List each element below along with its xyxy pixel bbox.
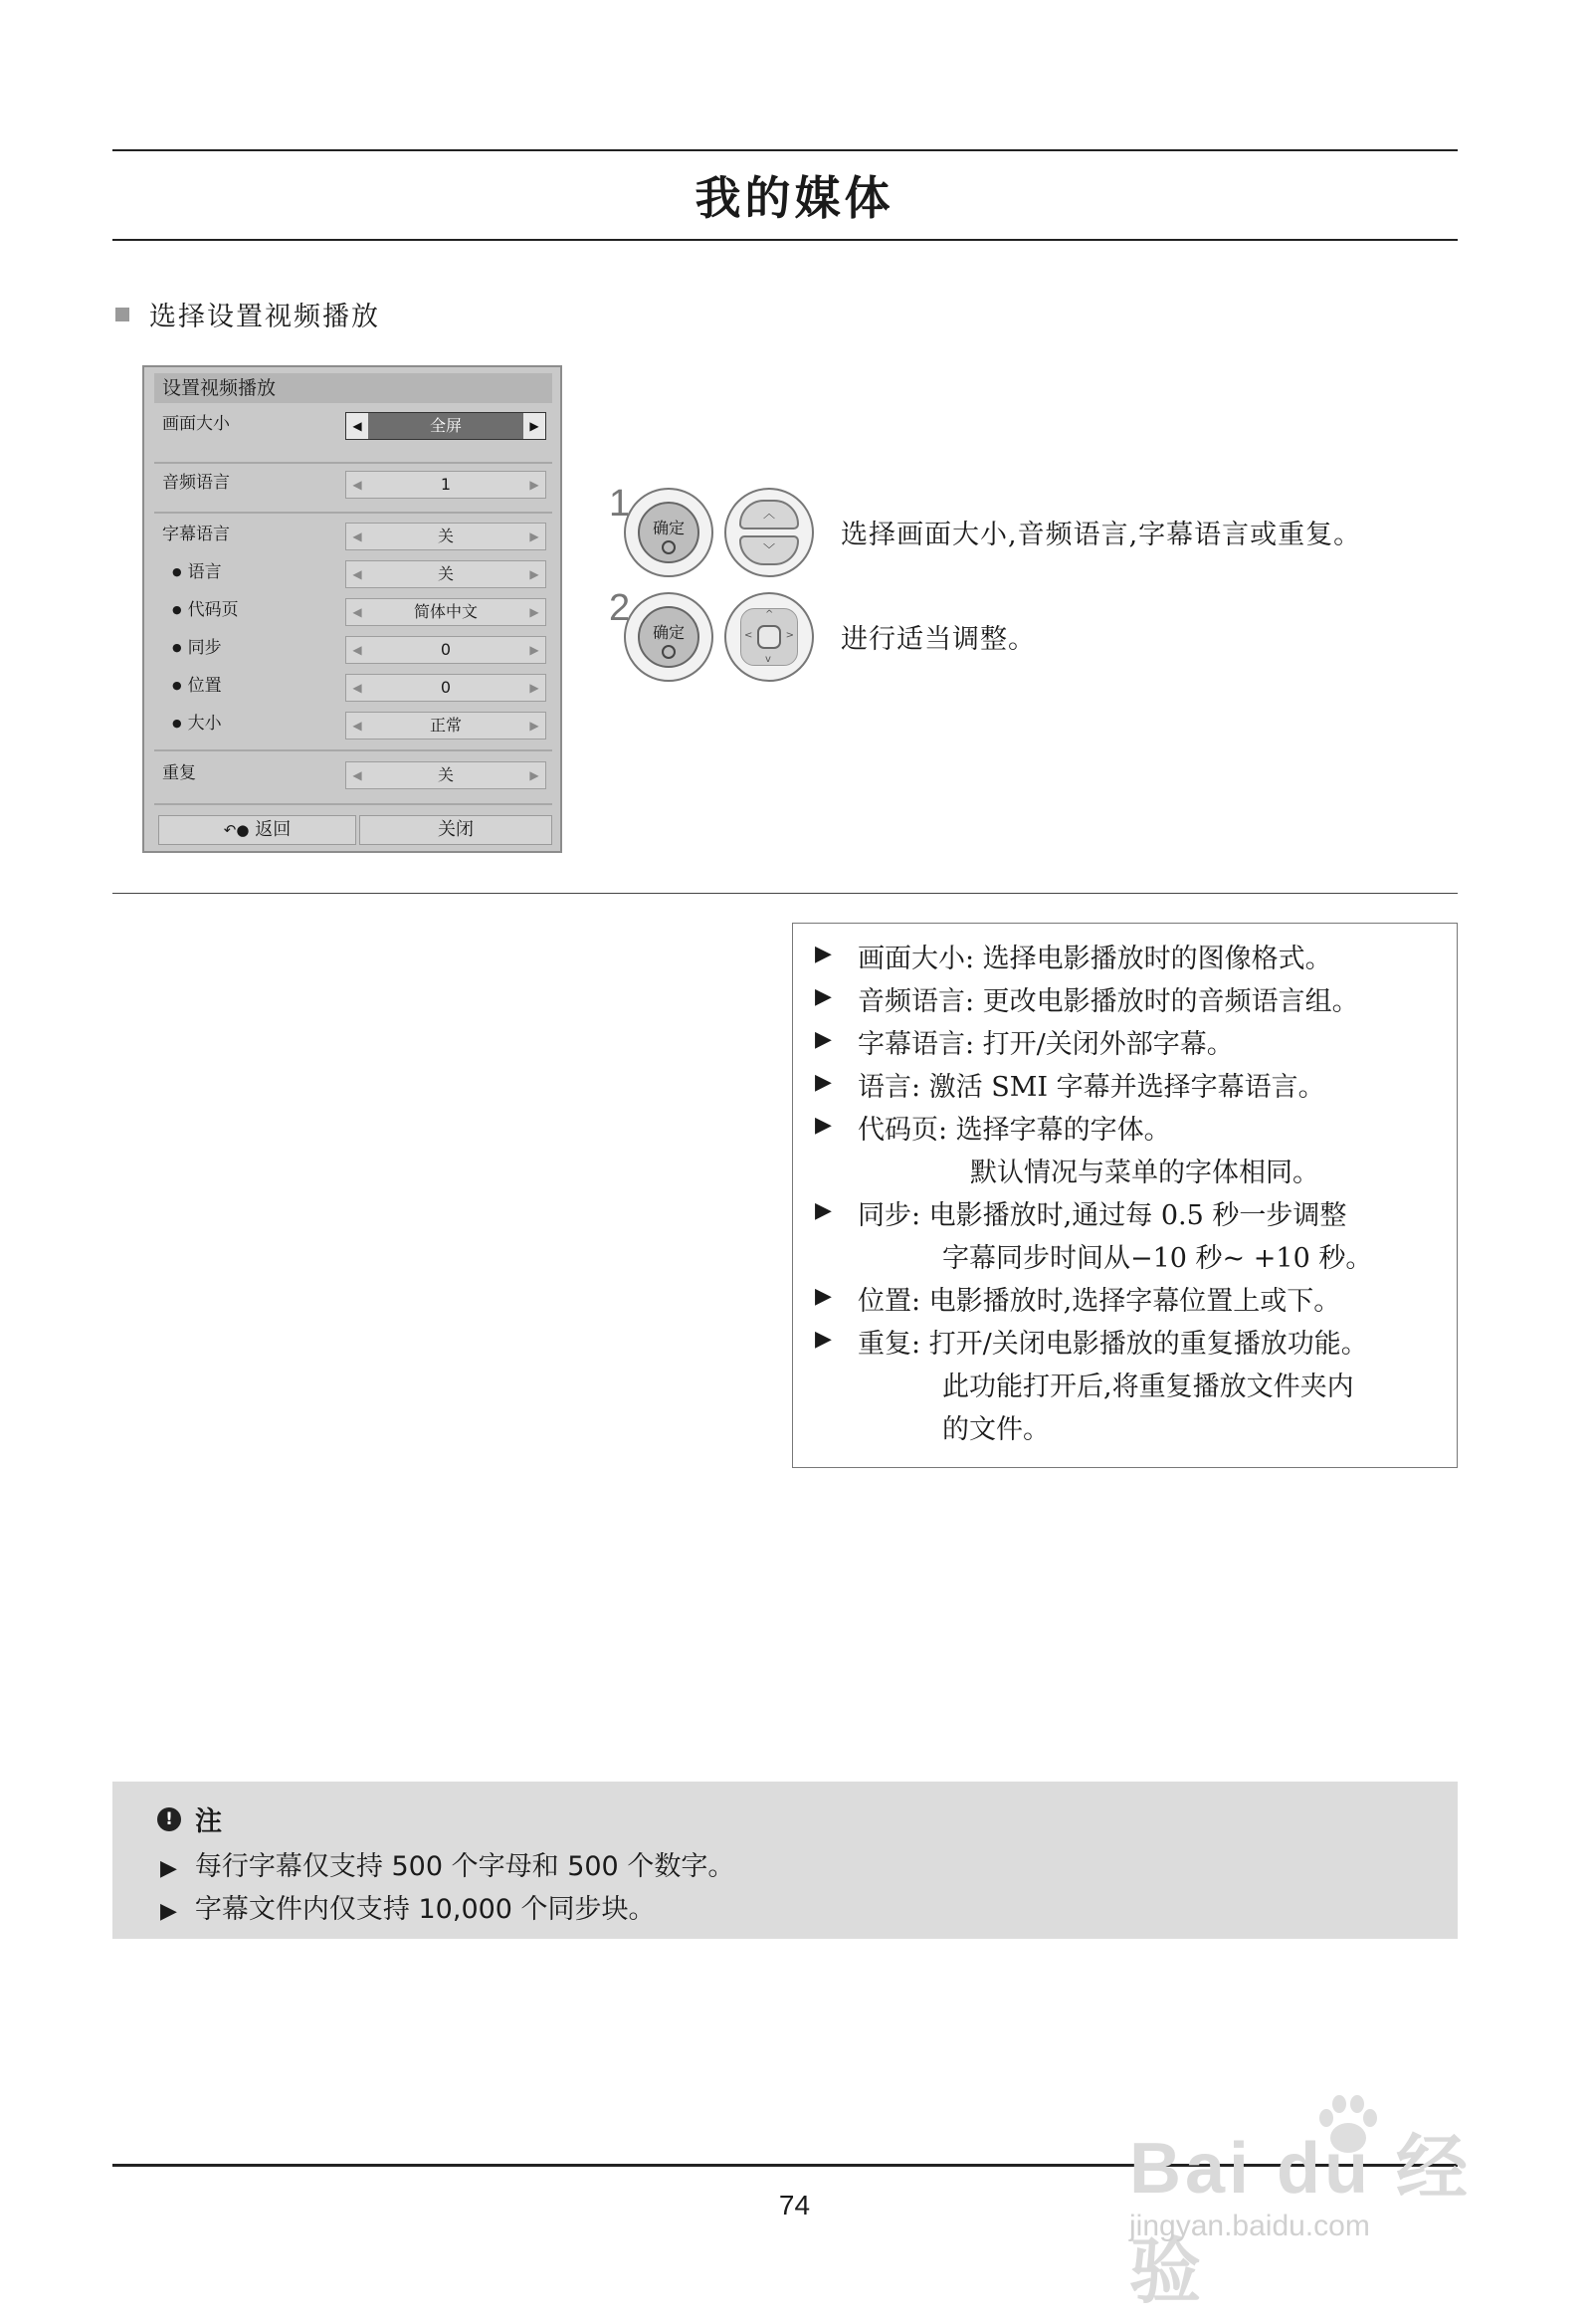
note-line <box>160 1887 656 1926</box>
ok-button-face <box>638 606 699 668</box>
arrow-right-icon[interactable]: ▶ <box>529 529 539 543</box>
menu-row-picture-size[interactable] <box>154 409 552 439</box>
description-line: 语言: 激活 SMI 字幕并选择字幕语言。 <box>858 1072 1325 1103</box>
triangle-bullet-icon: ▶ <box>815 1284 832 1309</box>
selector-value: 关 <box>437 765 454 784</box>
arrow-left-icon[interactable]: ◀ <box>352 605 362 619</box>
direction-pad-face <box>740 608 798 666</box>
up-down-buttons[interactable] <box>724 488 814 577</box>
menu-row-code-page[interactable] <box>154 595 552 625</box>
menu-row-subtitle-language[interactable] <box>154 520 552 549</box>
arrow-right-icon[interactable]: ▶ <box>529 605 539 619</box>
ok-dot-icon <box>662 540 676 554</box>
section-heading <box>115 295 380 333</box>
arrow-right-icon[interactable]: ▶ <box>529 478 539 492</box>
description-line: 字幕语言: 打开/关闭外部字幕。 <box>858 1029 1234 1060</box>
triangle-bullet-icon: ▶ <box>815 1113 832 1138</box>
language-selector[interactable] <box>345 560 546 588</box>
bullet-square-icon <box>115 308 129 321</box>
menu-row-label: ● 同步 <box>172 633 222 663</box>
triangle-bullet-icon: ▶ <box>815 1070 832 1095</box>
ok-button[interactable] <box>624 592 713 682</box>
arrow-left-icon[interactable]: ◀ <box>346 413 368 439</box>
arrow-left-icon[interactable]: ◀ <box>352 643 362 657</box>
triangle-bullet-icon: ▶ <box>160 1899 177 1924</box>
return-icon: ↶● <box>223 821 250 839</box>
description-continuation: 的文件。 <box>942 1414 1050 1445</box>
selector-value: 全屏 <box>368 413 523 439</box>
arrow-left-icon[interactable]: ◀ <box>352 681 362 695</box>
selector-value: 1 <box>440 475 452 494</box>
description-continuation: 此功能打开后,将重复播放文件夹内 <box>942 1372 1354 1402</box>
triangle-bullet-icon: ▶ <box>815 1198 832 1223</box>
title-rule <box>112 239 1458 241</box>
triangle-bullet-icon: ▶ <box>815 984 832 1009</box>
section-heading-text: 选择设置视频播放 <box>149 302 380 332</box>
watermark-brand: Bai du 经验 <box>1129 2129 1473 2312</box>
description-line: 音频语言: 更改电影播放时的音频语言组。 <box>858 986 1359 1017</box>
selector-value: 关 <box>437 564 454 583</box>
position-selector[interactable] <box>345 674 546 702</box>
close-button[interactable]: 关闭 <box>359 815 552 845</box>
note-box <box>112 1782 1458 1939</box>
menu-divider <box>154 749 552 751</box>
triangle-bullet-icon: ▶ <box>815 1327 832 1352</box>
description-line: 画面大小: 选择电影播放时的图像格式。 <box>858 944 1332 974</box>
description-box <box>792 923 1458 1468</box>
arrow-right-icon[interactable]: ▶ <box>529 681 539 695</box>
description-line: 重复: 打开/关闭电影播放的重复播放功能。 <box>858 1329 1368 1360</box>
center-button-icon[interactable] <box>757 625 781 649</box>
section-rule <box>112 893 1458 894</box>
ok-button-face <box>638 502 699 563</box>
menu-row-label: 画面大小 <box>162 414 230 434</box>
arrow-left-icon[interactable]: ◀ <box>352 768 362 782</box>
arrow-right-icon[interactable]: ▶ <box>529 643 539 657</box>
arrow-left-icon[interactable]: ◀ <box>352 567 362 581</box>
menu-divider <box>154 512 552 514</box>
menu-row-language[interactable] <box>154 557 552 587</box>
arrow-right-icon[interactable]: ▶ <box>529 567 539 581</box>
menu-row-label: ● 位置 <box>172 671 222 701</box>
repeat-selector[interactable] <box>345 761 546 789</box>
chevron-right-icon[interactable]: > <box>785 630 794 641</box>
selector-value: 简体中文 <box>413 602 478 621</box>
direction-pad[interactable] <box>724 592 814 682</box>
subtitle-language-selector[interactable] <box>345 523 546 550</box>
size-selector[interactable] <box>345 712 546 739</box>
picture-size-selector[interactable] <box>345 412 546 440</box>
ok-button[interactable] <box>624 488 713 577</box>
arrow-right-icon[interactable]: ▶ <box>523 413 545 439</box>
chevron-up-icon[interactable]: ^ <box>765 609 774 620</box>
page-title: 我的媒体 <box>695 171 894 225</box>
watermark-url: jingyan.baidu.com <box>1129 2210 1370 2242</box>
triangle-bullet-icon: ▶ <box>815 1027 832 1052</box>
arrow-right-icon[interactable]: ▶ <box>529 768 539 782</box>
menu-row-position[interactable] <box>154 671 552 701</box>
triangle-bullet-icon: ▶ <box>815 942 832 966</box>
note-heading <box>157 1799 222 1838</box>
audio-language-selector[interactable] <box>345 471 546 499</box>
chevron-down-icon[interactable]: ﹀ <box>739 535 799 565</box>
triangle-bullet-icon: ▶ <box>160 1856 177 1881</box>
selector-value: 0 <box>440 640 452 659</box>
step-number: 1 <box>609 483 631 525</box>
arrow-left-icon[interactable]: ◀ <box>352 478 362 492</box>
menu-row-label: ● 代码页 <box>172 595 239 625</box>
menu-row-label: ● 大小 <box>172 709 222 739</box>
menu-divider <box>154 462 552 464</box>
selector-value: 关 <box>437 527 454 545</box>
menu-row-sync[interactable] <box>154 633 552 663</box>
description-continuation: 默认情况与菜单的字体相同。 <box>970 1158 1319 1188</box>
chevron-down-icon[interactable]: v <box>765 654 771 665</box>
menu-row-audio-language[interactable] <box>154 468 552 498</box>
back-button[interactable] <box>158 815 356 845</box>
menu-row-label: 音频语言 <box>162 473 230 493</box>
top-rule <box>112 149 1458 151</box>
menu-row-label: 重复 <box>162 763 196 783</box>
ok-dot-icon <box>662 645 676 659</box>
code-page-selector[interactable] <box>345 598 546 626</box>
note-line-text: 字幕文件内仅支持 10,000 个同步块。 <box>194 1894 656 1925</box>
video-settings-menu <box>142 365 562 853</box>
ok-button-label: 确定 <box>652 519 685 537</box>
back-button-label: 返回 <box>255 819 292 840</box>
menu-title: 设置视频播放 <box>154 373 552 403</box>
selector-value: 正常 <box>429 716 462 735</box>
chevron-left-icon[interactable]: < <box>744 630 753 641</box>
note-line-text: 每行字幕仅支持 500 个字母和 500 个数字。 <box>194 1851 735 1882</box>
menu-row-size[interactable] <box>154 709 552 739</box>
step-2-text: 进行适当调整。 <box>841 624 1036 655</box>
sync-selector[interactable] <box>345 636 546 664</box>
note-heading-text: 注 <box>195 1806 222 1837</box>
menu-row-repeat[interactable] <box>154 758 552 788</box>
ok-button-label: 确定 <box>652 623 685 642</box>
selector-value: 0 <box>440 678 452 697</box>
menu-row-label: 字幕语言 <box>162 525 230 544</box>
note-line <box>160 1844 734 1883</box>
baidu-watermark <box>1119 2090 1497 2312</box>
description-continuation: 字幕同步时间从−10 秒~ +10 秒。 <box>942 1243 1373 1274</box>
description-line: 同步: 电影播放时,通过每 0.5 秒一步调整 <box>858 1200 1347 1231</box>
menu-divider <box>154 803 552 805</box>
page-number: 74 <box>778 2190 811 2220</box>
step-1-text: 选择画面大小,音频语言,字幕语言或重复。 <box>841 520 1362 550</box>
description-line: 代码页: 选择字幕的字体。 <box>858 1115 1171 1146</box>
step-number: 2 <box>609 587 631 629</box>
exclamation-icon: ! <box>157 1807 181 1831</box>
arrow-left-icon[interactable]: ◀ <box>352 719 362 733</box>
description-line: 位置: 电影播放时,选择字幕位置上或下。 <box>858 1286 1341 1317</box>
arrow-left-icon[interactable]: ◀ <box>352 529 362 543</box>
menu-row-label: ● 语言 <box>172 557 222 587</box>
arrow-right-icon[interactable]: ▶ <box>529 719 539 733</box>
chevron-up-icon[interactable]: ︿ <box>739 500 799 529</box>
